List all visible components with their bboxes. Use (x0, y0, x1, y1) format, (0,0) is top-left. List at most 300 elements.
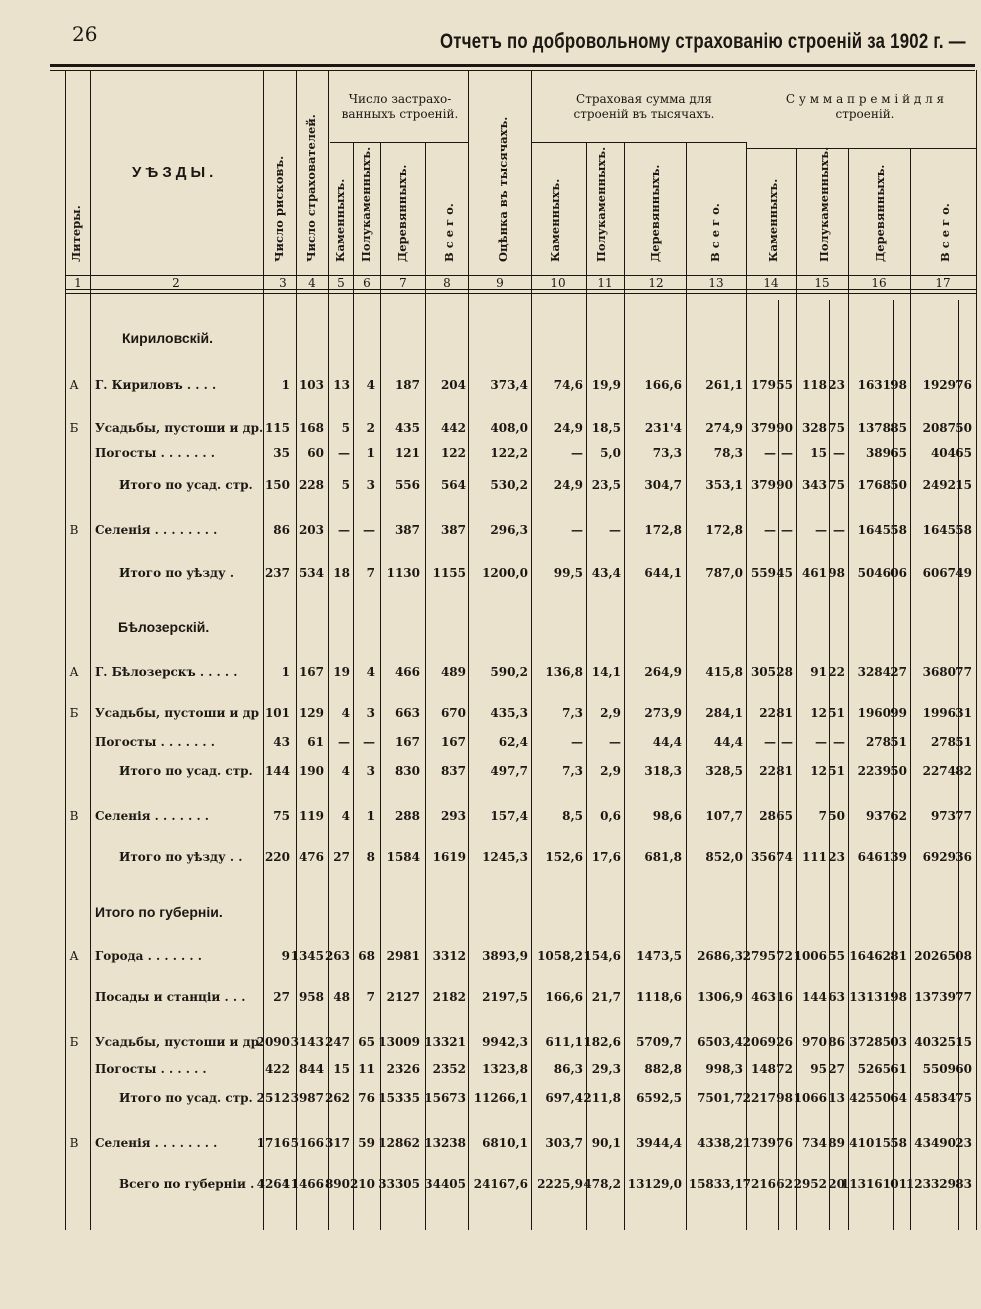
cell-c12: 264,9 (644, 665, 682, 679)
row-label: Селенія . . . . . . . (95, 809, 209, 823)
cell-c12: 172,8 (644, 523, 682, 537)
column-number: 9 (496, 276, 504, 290)
cell-c8: 204 (440, 378, 466, 392)
cell-c3: 1 (281, 378, 290, 392)
column-number: 15 (814, 276, 830, 290)
cell-c6: 1 (366, 809, 375, 823)
column-rule (263, 70, 264, 1230)
row-label: Итого по усад. стр. (119, 1091, 253, 1105)
cell-c3: 35 (273, 446, 290, 460)
cell-c17r: 43490 (914, 1136, 956, 1150)
cell-c13: 4338,2 (697, 1136, 743, 1150)
cell-c11: 154,6 (583, 949, 621, 963)
column-number: 10 (550, 276, 566, 290)
cell-c15k: 22 (828, 665, 845, 679)
cell-c3: 422 (264, 1062, 290, 1076)
cell-c11: 21,7 (591, 990, 621, 1004)
cell-c4: 534 (298, 566, 324, 580)
cell-c11: 19,9 (591, 378, 621, 392)
cell-c7: 33305 (378, 1177, 420, 1191)
cell-c17k: 49 (955, 566, 972, 580)
cell-c6: 11 (358, 1062, 375, 1076)
cell-c15r: 118 (801, 378, 827, 392)
cell-c9: 157,4 (490, 809, 528, 823)
cell-c14r: 179 (750, 378, 776, 392)
cell-c14k: 16 (776, 990, 793, 1004)
cell-c5: 5 (341, 421, 350, 435)
column-rule (531, 70, 532, 1230)
cell-c5: 317 (324, 1136, 350, 1150)
table-row (0, 566, 981, 584)
cell-c7: 830 (394, 764, 420, 778)
cell-c15r: 1006 (793, 949, 827, 963)
cell-c8: 489 (440, 665, 466, 679)
cell-c17r: 1996 (922, 706, 956, 720)
cell-c10: — (571, 735, 583, 749)
cell-c4: 476 (298, 850, 324, 864)
table-top-rule-thin (50, 70, 975, 71)
cell-c17k: 31 (955, 706, 972, 720)
cell-c9: 11266,1 (473, 1091, 528, 1105)
cell-c3: 2512 (256, 1091, 290, 1105)
cell-c16r: 16462 (849, 949, 891, 963)
cell-c11: 2,9 (600, 764, 621, 778)
cell-c12: 273,9 (644, 706, 682, 720)
row-liter: Б (69, 421, 79, 435)
cell-c4: 1345 (290, 949, 324, 963)
cell-c17k: 08 (955, 949, 972, 963)
cell-c11: 14,1 (591, 665, 621, 679)
row-label: Г. Кириловъ . . . . (95, 378, 217, 392)
cell-c8: 1155 (432, 566, 466, 580)
cell-c4: 203 (298, 523, 324, 537)
cell-c6: — (363, 735, 375, 749)
cell-c15r: — (815, 735, 827, 749)
cell-c10: 611,1 (545, 1035, 583, 1049)
cell-c10: 24,9 (553, 478, 583, 492)
cell-c17r: 2492 (922, 478, 956, 492)
column-rule (468, 70, 469, 1230)
cell-c12: 1118,6 (636, 990, 682, 1004)
cell-c16r: 5265 (857, 1062, 891, 1076)
cell-c5: 19 (333, 665, 350, 679)
column-number: 5 (337, 276, 345, 290)
cell-c14r: 148 (750, 1062, 776, 1076)
cell-c14r: 356 (750, 850, 776, 864)
cell-c7: 2326 (386, 1062, 420, 1076)
header-prem-wooden: Деревянныхъ. (873, 164, 887, 262)
cell-c16k: 62 (890, 809, 907, 823)
cell-c8: 13238 (424, 1136, 466, 1150)
table-row (0, 446, 981, 464)
cell-c14k: 74 (776, 850, 793, 864)
cell-c16k: 61 (890, 1062, 907, 1076)
cell-c3: 9 (281, 949, 290, 963)
cell-c12: 644,1 (644, 566, 682, 580)
header-prem-halfstone: Полукаменныхъ. (817, 146, 831, 262)
table-row (0, 1136, 981, 1154)
header-sum-total: В с е г о. (708, 203, 722, 262)
cell-c16k: 27 (890, 665, 907, 679)
cell-c12: 13129,0 (627, 1177, 682, 1191)
cell-c17k: 82 (955, 764, 972, 778)
cell-c17k: 75 (955, 1091, 972, 1105)
table-row (0, 1177, 981, 1195)
cell-c9: 2197,5 (482, 990, 528, 1004)
header-insurers: Число страхователей. (304, 114, 318, 262)
cell-c7: 167 (394, 735, 420, 749)
cell-c11: 0,6 (600, 809, 621, 823)
cell-c17k: 36 (955, 850, 972, 864)
cell-c5: 48 (333, 990, 350, 1004)
cell-c12: 44,4 (652, 735, 682, 749)
row-liter: А (69, 949, 79, 963)
cell-c16r: 1645 (857, 523, 891, 537)
cell-c14k: 45 (776, 566, 793, 580)
cell-c6: 68 (358, 949, 375, 963)
cell-c9: 1200,0 (482, 566, 528, 580)
cell-c5: 262 (324, 1091, 350, 1105)
cell-c6: 2 (366, 421, 375, 435)
cell-c16r: 1378 (857, 421, 891, 435)
cell-c15r: 144 (801, 990, 827, 1004)
cell-c14k: 90 (776, 478, 793, 492)
cell-c10: 136,8 (545, 665, 583, 679)
cell-c9: 435,3 (490, 706, 528, 720)
cell-c16r: 42550 (849, 1091, 891, 1105)
cell-c15r: 91 (810, 665, 827, 679)
cell-c10: 152,6 (545, 850, 583, 864)
cell-c11: 90,1 (591, 1136, 621, 1150)
cell-c14r: 463 (750, 990, 776, 1004)
cell-c10: 74,6 (553, 378, 583, 392)
cell-c10: 7,3 (562, 706, 583, 720)
cell-c6: 4 (366, 665, 375, 679)
cell-c17k: 23 (955, 1136, 972, 1150)
cell-c3: 86 (273, 523, 290, 537)
cell-c10: 1058,2 (537, 949, 583, 963)
table-row (0, 850, 981, 868)
cell-c15k: 63 (828, 990, 845, 1004)
header-group-built: Число застрахо-ванныхъ строеній. (341, 92, 459, 121)
row-liter: В (69, 809, 79, 823)
group-built-rule (330, 142, 468, 143)
cell-c3: 1716 (256, 1136, 290, 1150)
cell-c16k: 81 (890, 949, 907, 963)
cell-c15k: — (833, 523, 845, 537)
cell-c16r: 113161 (840, 1177, 891, 1191)
cell-c11: 182,6 (583, 1035, 621, 1049)
cell-c15r: 111 (801, 850, 827, 864)
cell-c15k: 75 (828, 421, 845, 435)
row-label: Усадьбы, пустоши и др. (95, 421, 264, 435)
cell-c10: 2225,9 (537, 1177, 583, 1191)
cell-c7: 663 (394, 706, 420, 720)
cell-c5: 890 (324, 1177, 350, 1191)
colnum-bottom-rule (65, 289, 976, 290)
header-sum-stone: Каменныхъ. (548, 178, 562, 262)
cell-c11: 43,4 (591, 566, 621, 580)
cell-c15r: 461 (801, 566, 827, 580)
row-label: Погосты . . . . . . (95, 1062, 207, 1076)
cell-c4: 103 (298, 378, 324, 392)
cell-c7: 387 (394, 523, 420, 537)
cell-c11: — (609, 523, 621, 537)
table-row (0, 764, 981, 782)
cell-c9: 530,2 (490, 478, 528, 492)
cell-c11: 18,5 (591, 421, 621, 435)
header-prem-total: В с е г о. (938, 203, 952, 262)
cell-c14k: 55 (776, 378, 793, 392)
cell-c17r: 123329 (905, 1177, 956, 1191)
cell-c11: 2,9 (600, 706, 621, 720)
cell-c13: 6503,4 (697, 1035, 743, 1049)
page-number: 26 (72, 22, 98, 46)
cell-c15r: 970 (801, 1035, 827, 1049)
cell-c8: 167 (440, 735, 466, 749)
cell-c16k: 58 (890, 523, 907, 537)
cell-c14k: 28 (776, 665, 793, 679)
column-number: 2 (172, 276, 180, 290)
cell-c15r: 1066 (793, 1091, 827, 1105)
cell-c16k: 99 (890, 706, 907, 720)
cell-c16r: 2239 (857, 764, 891, 778)
cell-c13: 7501,7 (697, 1091, 743, 1105)
row-label: Города . . . . . . . (95, 949, 202, 963)
cell-c14r: — (764, 523, 776, 537)
cell-c11: 5,0 (600, 446, 621, 460)
column-number: 6 (363, 276, 371, 290)
cell-c13: 353,1 (705, 478, 743, 492)
cell-c10: 166,6 (545, 990, 583, 1004)
cell-c13: 852,0 (705, 850, 743, 864)
cell-c15r: 95 (810, 1062, 827, 1076)
row-label: Итого по уѣзду . (119, 566, 235, 580)
cell-c17k: 65 (955, 446, 972, 460)
cell-c17k: 77 (955, 809, 972, 823)
cell-c13: 44,4 (713, 735, 743, 749)
cell-c12: 882,8 (644, 1062, 682, 1076)
header-built-stone: Каменныхъ. (333, 178, 347, 262)
cell-c17k: 50 (955, 421, 972, 435)
cell-c12: 304,7 (644, 478, 682, 492)
row-label: Итого по уѣзду . . (119, 850, 243, 864)
cell-c13: 1306,9 (697, 990, 743, 1004)
header-valuation: Оцѣнка въ тысячахъ. (496, 116, 510, 262)
cell-c12: 5709,7 (636, 1035, 682, 1049)
cell-c6: — (363, 523, 375, 537)
column-number: 4 (308, 276, 316, 290)
cell-c14r: — (764, 735, 776, 749)
cell-c8: 670 (440, 706, 466, 720)
cell-c8: 387 (440, 523, 466, 537)
cell-c15r: 15 (810, 446, 827, 460)
cell-c13: 2686,3 (697, 949, 743, 963)
cell-c17r: 973 (930, 809, 956, 823)
cell-c17r: 2274 (922, 764, 956, 778)
column-number: 11 (597, 276, 613, 290)
table-row (0, 1035, 981, 1053)
cell-c7: 12862 (378, 1136, 420, 1150)
cell-c6: 7 (366, 566, 375, 580)
cell-c3: 27 (273, 990, 290, 1004)
cell-c15k: 51 (828, 706, 845, 720)
cell-c16r: 1768 (857, 478, 891, 492)
cell-c12: 166,6 (644, 378, 682, 392)
cell-c14k: 90 (776, 421, 793, 435)
cell-c6: 76 (358, 1091, 375, 1105)
group-sum-rule (531, 142, 746, 143)
cell-c11: 23,5 (591, 478, 621, 492)
cell-c16k: 06 (890, 566, 907, 580)
cell-c15k: 23 (828, 378, 845, 392)
cell-c16r: 278 (865, 735, 891, 749)
cell-c17r: 3680 (922, 665, 956, 679)
cell-c4: 168 (298, 421, 324, 435)
cell-c5: 18 (333, 566, 350, 580)
cell-c13: 284,1 (705, 706, 743, 720)
cell-c6: 3 (366, 706, 375, 720)
cell-c10: 99,5 (553, 566, 583, 580)
cell-c6: 210 (349, 1177, 375, 1191)
column-number: 8 (443, 276, 451, 290)
section-title-province: Итого по губерніи. (95, 904, 223, 920)
cell-c16r: 937 (865, 809, 891, 823)
cell-c17k: 58 (955, 523, 972, 537)
cell-c13: 328,5 (705, 764, 743, 778)
cell-c12: 318,3 (644, 764, 682, 778)
cell-c10: — (571, 446, 583, 460)
table-row (0, 665, 981, 683)
cell-c14r: 22 (759, 764, 776, 778)
row-label: Всего по губерніи . (119, 1177, 255, 1191)
cell-c15r: 343 (801, 478, 827, 492)
cell-c7: 1584 (386, 850, 420, 864)
cell-c15k: 86 (828, 1035, 845, 1049)
cell-c17r: 278 (930, 735, 956, 749)
cell-c8: 564 (440, 478, 466, 492)
cell-c7: 15335 (378, 1091, 420, 1105)
cell-c14k: 72 (776, 949, 793, 963)
header-prem-stone: Каменныхъ. (766, 178, 780, 262)
column-number: 14 (763, 276, 779, 290)
cell-c14r: 379 (750, 421, 776, 435)
table-row (0, 1062, 981, 1080)
cell-c4: 958 (298, 990, 324, 1004)
group-prem-rule (746, 148, 976, 149)
cell-c16r: 389 (865, 446, 891, 460)
cell-c9: 3893,9 (482, 949, 528, 963)
cell-c14k: — (781, 523, 793, 537)
cell-c9: 408,0 (490, 421, 528, 435)
table-top-rule (50, 64, 975, 67)
cell-c5: 4 (341, 809, 350, 823)
cell-c6: 3 (366, 764, 375, 778)
cell-c12: 681,8 (644, 850, 682, 864)
cell-c17k: 76 (955, 378, 972, 392)
table-row (0, 378, 981, 396)
section-title-kirillov: Кириловскій. (122, 330, 214, 346)
cell-c4: 844 (298, 1062, 324, 1076)
cell-c4: 228 (298, 478, 324, 492)
cell-c3: 144 (264, 764, 290, 778)
cell-c3: 101 (264, 706, 290, 720)
cell-c15k: 51 (828, 764, 845, 778)
cell-c3: 237 (264, 566, 290, 580)
cell-c5: 5 (341, 478, 350, 492)
cell-c3: 150 (264, 478, 290, 492)
cell-c15k: — (833, 735, 845, 749)
cell-c11: 478,2 (583, 1177, 621, 1191)
column-number: 12 (648, 276, 664, 290)
cell-c4: 3987 (290, 1091, 324, 1105)
cell-c15r: — (815, 523, 827, 537)
cell-c11: — (609, 735, 621, 749)
cell-c4: 190 (298, 764, 324, 778)
cell-c14r: 2217 (742, 1091, 776, 1105)
column-number: 3 (279, 276, 287, 290)
cell-c12: 1473,5 (636, 949, 682, 963)
cell-c3: 220 (264, 850, 290, 864)
header-sum-halfstone: Полукаменныхъ. (594, 146, 608, 262)
cell-c15k: 89 (828, 1136, 845, 1150)
cell-c15k: 98 (828, 566, 845, 580)
cell-c16k: 50 (890, 478, 907, 492)
cell-c13: 172,8 (705, 523, 743, 537)
cell-c11: 29,3 (591, 1062, 621, 1076)
cell-c15r: 12 (810, 706, 827, 720)
cell-c14k: — (781, 735, 793, 749)
table-row (0, 949, 981, 967)
table-row (0, 421, 981, 439)
table-row (0, 809, 981, 827)
cell-c9: 24167,6 (473, 1177, 528, 1191)
cell-c16k: 85 (890, 421, 907, 435)
row-label: Погосты . . . . . . . (95, 446, 215, 460)
cell-c14r: 28 (759, 809, 776, 823)
cell-c17r: 6929 (922, 850, 956, 864)
cell-c8: 837 (440, 764, 466, 778)
cell-c5: 15 (333, 1062, 350, 1076)
cell-c15k: 55 (828, 949, 845, 963)
cell-c15r: 734 (801, 1136, 827, 1150)
cell-c7: 13009 (378, 1035, 420, 1049)
header-risks: Число рисковъ. (272, 155, 286, 262)
cell-c17k: 77 (955, 665, 972, 679)
cell-c16k: 50 (890, 764, 907, 778)
header-bottom-rule (65, 275, 976, 276)
cell-c10: 303,7 (545, 1136, 583, 1150)
cell-c16k: 98 (890, 378, 907, 392)
cell-c13: 261,1 (705, 378, 743, 392)
cell-c16k: 01 (890, 1177, 907, 1191)
cell-c5: 247 (324, 1035, 350, 1049)
cell-c4: 119 (298, 809, 324, 823)
cell-c4: 11466 (282, 1177, 324, 1191)
cell-c14k: 98 (776, 1091, 793, 1105)
table-row (0, 735, 981, 753)
cell-c8: 122 (440, 446, 466, 460)
cell-c15r: 12 (810, 764, 827, 778)
cell-c17k: 77 (955, 990, 972, 1004)
header-built-halfstone: Полукаменныхъ. (359, 146, 373, 262)
cell-c11: 17,6 (591, 850, 621, 864)
cell-c14r: 2795 (742, 949, 776, 963)
cell-c9: 590,2 (490, 665, 528, 679)
header-sum-wooden: Деревянныхъ. (648, 164, 662, 262)
cell-c10: — (571, 523, 583, 537)
cell-c13: 415,8 (705, 665, 743, 679)
